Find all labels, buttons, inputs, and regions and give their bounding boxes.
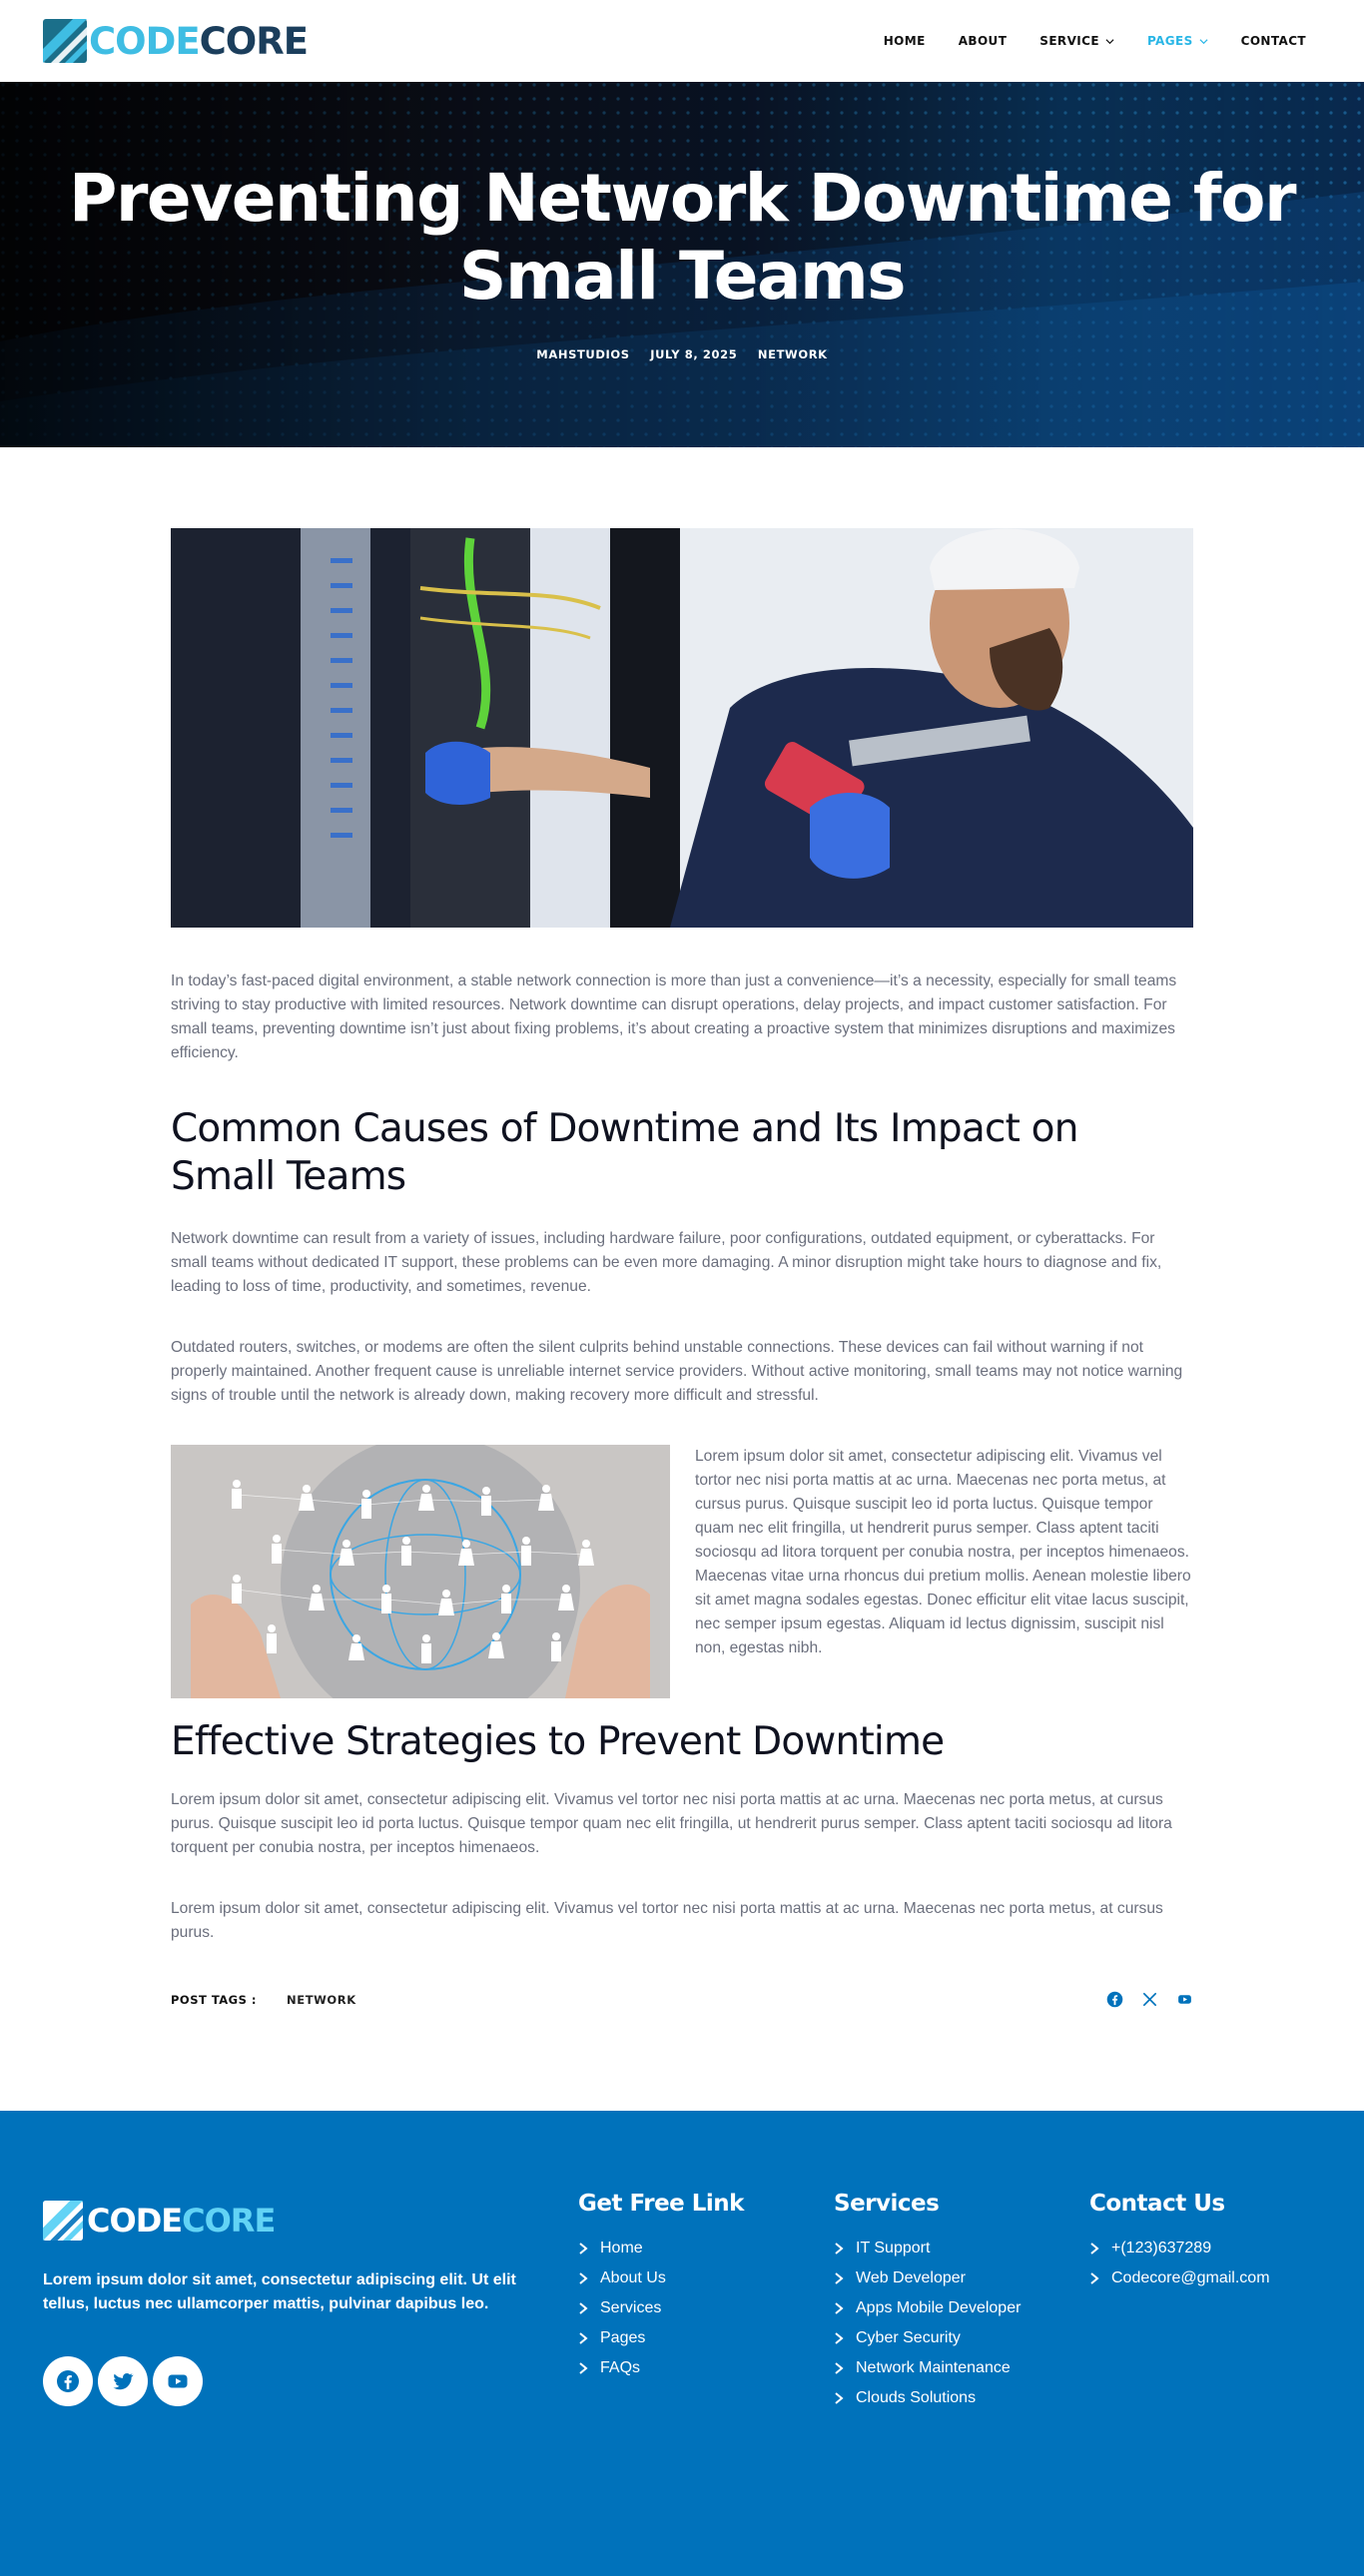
footer-youtube-button[interactable]: [153, 2356, 203, 2406]
footer-link-pages[interactable]: [578, 2328, 744, 2348]
post-meta: [0, 347, 1364, 361]
hero-banner: [0, 82, 1364, 447]
footer-services-title: Services: [834, 2191, 940, 2217]
footer-service-label: Clouds Solutions: [856, 2389, 977, 2406]
footer-link-pages-label: Pages: [600, 2329, 646, 2346]
post-tags-label: POST TAGS :: [171, 1992, 258, 2007]
nav-pages-label: PAGES: [1146, 34, 1193, 48]
footer-link-about[interactable]: [578, 2268, 744, 2288]
footer-contact-column: [1089, 2191, 1270, 2298]
footer-service-it-support[interactable]: [834, 2239, 1021, 2258]
site-footer: [0, 2111, 1364, 2576]
network-people-image: [171, 1445, 670, 1698]
heading-causes: Common Causes of Downtime and Its Impact on Small Teams: [171, 1106, 1078, 1199]
twitter-icon: [111, 2369, 135, 2393]
chevron-right-icon: [834, 2272, 844, 2284]
footer-logo-part2: CORE: [182, 2202, 276, 2240]
share-links: [1106, 1991, 1193, 2008]
footer-service-label: Cyber Security: [856, 2329, 961, 2346]
nav-about-label: ABOUT: [958, 34, 1008, 48]
youtube-icon[interactable]: [1176, 1991, 1193, 2008]
nav-service-label: SERVICE: [1039, 34, 1099, 48]
footer-service-network-maintenance[interactable]: [834, 2358, 1021, 2378]
post-category[interactable]: NETWORK: [757, 347, 828, 361]
footer-links-column: [578, 2191, 744, 2388]
chevron-right-icon: [834, 2332, 844, 2344]
footer-contact-phone[interactable]: [1089, 2239, 1270, 2258]
footer-service-label: Network Maintenance: [856, 2359, 1011, 2376]
chevron-right-icon: [578, 2302, 588, 2314]
footer-service-label: Web Developer: [856, 2269, 966, 2286]
chevron-right-icon: [578, 2272, 588, 2284]
nav-contact-label: CONTACT: [1240, 34, 1306, 48]
footer-link-faqs[interactable]: [578, 2358, 744, 2378]
main-nav: [851, 34, 1306, 48]
tag-network[interactable]: NETWORK: [287, 1992, 356, 2007]
footer-link-services-label: Services: [600, 2299, 662, 2316]
x-icon[interactable]: [1141, 1991, 1158, 2008]
strategies-paragraph-1: Lorem ipsum dolor sit amet, consectetur adipiscing elit. Vivamus vel tortor nec nisi porta mattis at ac urna. Maecenas nec porta metus, at cursus purus. Quisque suscipit leo id porta luctus. Quisque tempor quam nec elit fringilla, ut hendrerit purus semper. Class aptent taciti sociosqu ad litora torquent per conubia nostra, per inceptos himenaeos.: [171, 1791, 1172, 1856]
logo-mark-icon: [43, 19, 87, 63]
footer-facebook-button[interactable]: [43, 2356, 93, 2406]
post-author[interactable]: MAHSTUDIOS: [536, 347, 630, 361]
footer-links-title: Get Free Link: [578, 2191, 744, 2217]
nav-service[interactable]: [1039, 34, 1114, 48]
footer-link-home-label: Home: [600, 2240, 643, 2256]
causes-paragraph-1: Network downtime can result from a variety of issues, including hardware failure, poor configurations, outdated equipment, or cyberattacks. For small teams without dedicated IT support, these problems can be even more damaging. A minor disruption might take hours to diagnose and fix, leading to loss of time, productivity, and sometimes, revenue.: [171, 1230, 1162, 1295]
post-date[interactable]: JULY 8, 2025: [650, 347, 738, 361]
post-tags: [171, 1993, 356, 2007]
footer-services-column: [834, 2191, 1021, 2418]
footer-twitter-button[interactable]: [98, 2356, 148, 2406]
chevron-right-icon: [1089, 2243, 1099, 2254]
footer-service-cyber-security[interactable]: [834, 2328, 1021, 2348]
footer-service-web-developer[interactable]: [834, 2268, 1021, 2288]
facebook-icon[interactable]: [1106, 1991, 1123, 2008]
footer-social-links: [43, 2356, 203, 2406]
chevron-right-icon: [578, 2243, 588, 2254]
chevron-right-icon: [834, 2362, 844, 2374]
strategies-paragraph-2: Lorem ipsum dolor sit amet, consectetur adipiscing elit. Vivamus vel tortor nec nisi porta mattis at ac urna. Maecenas nec porta metus, at cursus purus.: [171, 1900, 1163, 1941]
chevron-right-icon: [834, 2302, 844, 2314]
footer-service-label: IT Support: [856, 2240, 931, 2256]
post-tags-row: [171, 1991, 1193, 2008]
chevron-right-icon: [834, 2243, 844, 2254]
site-header: [0, 0, 1364, 82]
footer-contact-title: Contact Us: [1089, 2191, 1225, 2217]
nav-contact[interactable]: [1241, 34, 1306, 48]
logo-text: [89, 20, 308, 63]
chevron-right-icon: [834, 2392, 844, 2404]
page-title: Preventing Network Downtime for Small Teams: [69, 160, 1295, 315]
footer-logo[interactable]: [43, 2201, 275, 2241]
side-text-paragraph: Lorem ipsum dolor sit amet, consectetur adipiscing elit. Vivamus vel tortor nec nisi porta mattis at ac urna. Maecenas nec porta metus, at cursus purus. Quisque suscipit leo id porta luctus. Quisque tempor quam nec elit fringilla, ut hendrerit purus semper. Class aptent taciti sociosqu ad litora torquent per conubia nostra, per inceptos himenaeos. Maecenas vitae urna rhoncus dui pretium mollis. Aenean molestie libero sit amet magna sodales egestas. Donec efficitur elit vitae lacus suscipit, nec semper ipsum egestas. Aliquam id lectus dignissim, suscipit nisl non, egestas nibh.: [695, 1448, 1191, 1656]
footer-service-clouds-solutions[interactable]: [834, 2388, 1021, 2408]
facebook-icon: [56, 2369, 80, 2393]
chevron-right-icon: [1089, 2272, 1099, 2284]
chevron-right-icon: [578, 2362, 588, 2374]
footer-logo-part1: CODE: [87, 2202, 183, 2240]
heading-strategies: Effective Strategies to Prevent Downtime: [171, 1719, 945, 1764]
site-logo[interactable]: [43, 19, 308, 63]
footer-contact-email[interactable]: [1089, 2268, 1270, 2288]
nav-home-label: HOME: [883, 34, 926, 48]
logo-text-part1: CODE: [89, 19, 200, 63]
youtube-icon: [166, 2369, 190, 2393]
logo-mark-icon: [43, 2201, 83, 2241]
footer-link-home[interactable]: [578, 2239, 744, 2258]
footer-link-faqs-label: FAQs: [600, 2359, 641, 2376]
footer-description: Lorem ipsum dolor sit amet, consectetur adipiscing elit. Ut elit tellus, luctus nec ullamcorper mattis, pulvinar dapibus leo.: [43, 2271, 516, 2312]
nav-about[interactable]: [959, 34, 1008, 48]
nav-pages[interactable]: [1147, 34, 1208, 48]
intro-paragraph: In today’s fast-paced digital environment, a stable network connection is more than just a convenience—it’s a necessity, especially for small teams striving to stay productive with limited resources. Network downtime can disrupt operations, delay projects, and impact customer satisfaction. For small teams, preventing downtime isn’t just about fixing problems, it’s about creating a proactive system that minimizes disruptions and maximizes efficiency.: [171, 972, 1177, 1061]
chevron-down-icon: [1105, 37, 1114, 46]
featured-image: [171, 528, 1193, 928]
media-text-block: [171, 1445, 1193, 1698]
footer-link-about-label: About Us: [600, 2269, 666, 2286]
causes-paragraph-2: Outdated routers, switches, or modems are often the silent culprits behind unstable connections. These devices can fail without warning if not properly maintained. Another frequent cause is unreliable internet service providers. Without active monitoring, small teams may not notice warning signs of trouble until the network is already down, making recovery more difficult and stressful.: [171, 1339, 1183, 1404]
footer-service-label: Apps Mobile Developer: [856, 2299, 1022, 2316]
footer-service-apps-mobile[interactable]: [834, 2298, 1021, 2318]
chevron-right-icon: [578, 2332, 588, 2344]
footer-contact-phone-label: +(123)637289: [1111, 2240, 1212, 2256]
footer-contact-email-label: Codecore@gmail.com: [1111, 2269, 1270, 2286]
technician-photo: [171, 528, 1193, 928]
article-body: [171, 528, 1193, 2008]
chevron-down-icon: [1199, 37, 1208, 46]
footer-link-services[interactable]: [578, 2298, 744, 2318]
network-people-illustration: [171, 1445, 670, 1698]
footer-logo-text: [87, 2202, 275, 2240]
logo-text-part2: CORE: [199, 19, 308, 63]
nav-home[interactable]: [884, 34, 926, 48]
